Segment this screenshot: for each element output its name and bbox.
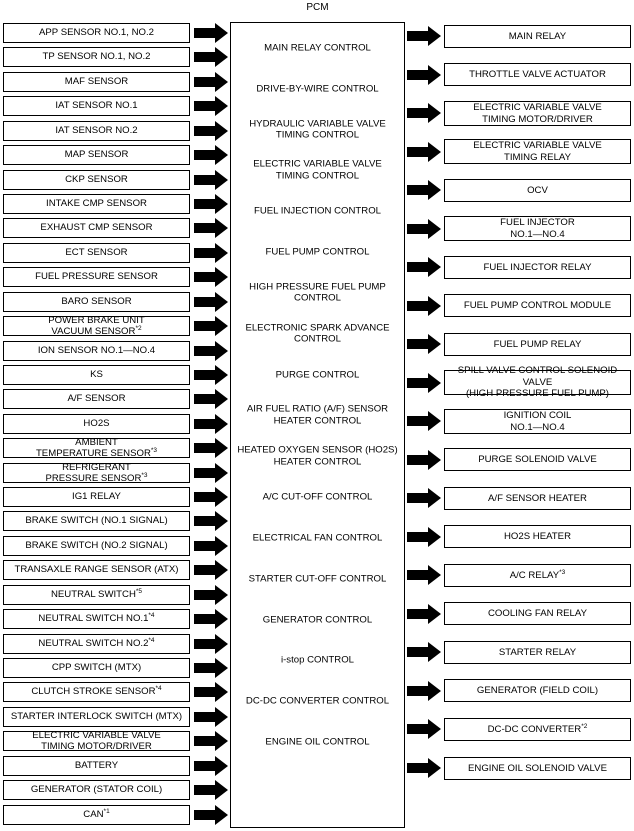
box-label-text: ENGINE OIL SOLENOID VALVE [468, 762, 607, 774]
box-label-text: BRAKE SWITCH (NO.1 SIGNAL) [25, 515, 168, 527]
box-label-text: FUEL INJECTOR NO.1—NO.4 [500, 217, 575, 240]
output-box-label [494, 339, 582, 351]
box-label-text: DC-DC CONVERTER [487, 723, 582, 735]
output-box-label [464, 300, 611, 312]
footnote-mark: *1 [103, 808, 110, 816]
output-box [444, 101, 631, 126]
pcm-function-label: DRIVE-BY-WIRE CONTROL [256, 83, 379, 95]
arrow-right-icon [194, 511, 228, 531]
input-box-label [65, 247, 127, 259]
box-label-text: IAT SENSOR NO.1 [55, 100, 138, 112]
arrow-right-icon [407, 373, 441, 393]
footnote-mark: *3 [150, 447, 158, 454]
box-label-text: ELECTRIC VARIABLE VALVE TIMING RELAY [473, 140, 602, 163]
input-box-label [35, 271, 158, 283]
pcm-title: PCM [306, 2, 329, 13]
input-box-label [38, 345, 155, 357]
box-label-text: MAF SENSOR [64, 76, 129, 88]
box-label-text: APP SENSOR NO.1, NO.2 [39, 27, 154, 39]
pcm-function-label: PURGE CONTROL [275, 368, 360, 380]
output-box [444, 294, 631, 317]
output-box [444, 679, 631, 702]
output-box [444, 487, 631, 510]
output-box-label [488, 493, 587, 505]
arrow-right-icon [194, 365, 228, 385]
box-label-text: NEUTRAL SWITCH [50, 589, 136, 601]
box-label-text: A/F SENSOR [67, 393, 126, 405]
arrow-right-icon [194, 609, 228, 629]
box-label-text: BARO SENSOR [61, 296, 132, 308]
arrow-right-icon [194, 170, 228, 190]
footnote-mark: *4 [155, 685, 162, 693]
input-box [3, 658, 190, 678]
arrow-right-icon [194, 218, 228, 238]
arrow-right-icon [194, 389, 228, 409]
footnote-mark: *5 [135, 588, 143, 596]
box-label-text: POWER BRAKE UNIT VACUUM SENSOR [48, 314, 145, 337]
input-box-label [55, 100, 137, 112]
arrow-right-icon [407, 257, 441, 277]
pcm-function-label: FUEL INJECTION CONTROL [253, 205, 382, 217]
output-box-label [478, 454, 597, 466]
arrow-right-icon [194, 267, 228, 287]
input-box-label [52, 662, 141, 674]
output-box-label [499, 647, 576, 659]
box-label-text: CAN [83, 809, 104, 821]
input-box-label [83, 418, 109, 430]
input-box-label [42, 51, 150, 63]
arrow-right-icon [194, 634, 228, 654]
pcm-function-label: HIGH PRESSURE FUEL PUMP CONTROL [249, 281, 386, 304]
arrow-right-icon [407, 103, 441, 123]
arrow-right-icon [407, 450, 441, 470]
input-box [3, 145, 190, 165]
input-box-label [31, 686, 161, 698]
input-box [3, 72, 190, 92]
input-box [3, 170, 190, 190]
arrow-right-icon [407, 296, 441, 316]
input-box [3, 243, 190, 263]
arrow-right-icon [407, 411, 441, 431]
pcm-function-label: STARTER CUT-OFF CONTROL [248, 572, 387, 584]
box-label-text: REFRIGERANT PRESSURE SENSOR [45, 461, 142, 484]
box-label-text: MAIN RELAY [508, 30, 567, 42]
input-box [3, 487, 190, 507]
input-box-label [46, 198, 147, 210]
input-box-label [40, 222, 152, 234]
footnote-mark: *2 [135, 325, 142, 332]
arrow-right-icon [407, 219, 441, 239]
input-box [3, 23, 190, 43]
arrow-right-icon [194, 194, 228, 214]
arrow-right-icon [194, 560, 228, 580]
input-box-label [65, 76, 128, 88]
input-box-label [48, 315, 144, 338]
box-label-text: IG1 RELAY [72, 491, 121, 503]
box-label-text: GENERATOR (STATOR COIL) [30, 784, 163, 796]
input-box [3, 414, 190, 434]
input-box [3, 218, 190, 238]
input-box [3, 267, 190, 287]
box-label-text: CKP SENSOR [65, 174, 128, 186]
arrow-right-icon [194, 145, 228, 165]
pcm-function-label: MAIN RELAY CONTROL [264, 42, 371, 54]
arrow-right-icon [194, 23, 228, 43]
arrow-right-icon [194, 536, 228, 556]
output-box-label [504, 531, 571, 543]
input-box [3, 634, 190, 654]
footnote-mark: *4 [148, 637, 155, 645]
output-box [444, 63, 631, 86]
box-label-text: IGNITION COIL NO.1—NO.4 [503, 410, 572, 433]
input-box [3, 780, 190, 800]
input-box-label [38, 638, 154, 650]
box-label-text: BRAKE SWITCH (NO.2 SIGNAL) [25, 540, 168, 552]
arrow-right-icon [194, 463, 228, 483]
box-label-text: PURGE SOLENOID VALVE [478, 453, 597, 465]
output-box-label [473, 140, 602, 163]
arrow-right-icon [194, 682, 228, 702]
arrow-right-icon [194, 121, 228, 141]
input-box [3, 47, 190, 67]
arrow-right-icon [407, 65, 441, 85]
box-label-text: ECT SENSOR [65, 247, 128, 259]
box-label-text: STARTER RELAY [498, 646, 577, 658]
output-box-label [483, 262, 591, 274]
output-box [444, 525, 631, 548]
output-box-label [510, 570, 566, 582]
box-label-text: GENERATOR (FIELD COIL) [476, 684, 599, 696]
box-label-text: A/F SENSOR HEATER [488, 492, 587, 504]
box-label-text: TRANSAXLE RANGE SENSOR (ATX) [14, 564, 179, 576]
input-box [3, 292, 190, 312]
pcm-function-label: AIR FUEL RATIO (A/F) SENSOR HEATER CONTROL [246, 403, 389, 427]
input-box [3, 365, 190, 385]
input-box [3, 194, 190, 214]
pcm-function-label: HYDRAULIC VARIABLE VALVE TIMING CONTROL [249, 118, 386, 141]
pcm-function-label: i-stop CONTROL [280, 654, 355, 666]
output-box [444, 602, 631, 625]
output-box [444, 641, 631, 664]
input-box-label [90, 369, 103, 381]
output-box-label [488, 724, 588, 736]
box-label-text: MAP SENSOR [64, 149, 129, 161]
box-label-text: ION SENSOR NO.1—NO.4 [37, 345, 156, 357]
input-box-label [25, 540, 167, 552]
input-box [3, 609, 190, 629]
box-label-text: NEUTRAL SWITCH NO.1 [38, 613, 149, 625]
input-box-label [72, 491, 121, 503]
output-box [444, 365, 631, 400]
input-box-label [75, 760, 118, 772]
arrow-right-icon [407, 642, 441, 662]
output-box [444, 409, 631, 434]
arrow-right-icon [407, 527, 441, 547]
input-box-label [36, 437, 157, 460]
arrow-right-icon [194, 243, 228, 263]
arrow-right-icon [194, 658, 228, 678]
input-box-label [45, 462, 147, 485]
pcm-function-label: ELECTRICAL FAN CONTROL [252, 532, 383, 544]
input-box [3, 731, 190, 751]
output-box-label [477, 685, 598, 697]
box-label-text: HO2S HEATER [504, 530, 571, 542]
output-box [444, 179, 631, 202]
arrow-right-icon [194, 805, 228, 825]
footnote-mark: *3 [141, 472, 148, 479]
output-box [444, 216, 631, 241]
output-box-label [504, 410, 572, 433]
output-box [444, 718, 631, 741]
pcm-function-label: GENERATOR CONTROL [262, 613, 373, 625]
input-box-label [31, 784, 162, 796]
input-box [3, 511, 190, 531]
box-label-text: SPILL VALVE CONTROL SOLENOID VALVE (HIGH PRESSURE FUEL PUMP) [457, 365, 618, 400]
input-box-label [55, 125, 137, 137]
box-label-text: A/C RELAY [509, 569, 560, 581]
arrow-right-icon [194, 292, 228, 312]
pcm-function-label: FUEL PUMP CONTROL [265, 246, 370, 258]
box-label-text: INTAKE CMP SENSOR [46, 198, 147, 210]
footnote-mark: *3 [559, 568, 566, 576]
arrow-right-icon [407, 719, 441, 739]
arrow-right-icon [407, 681, 441, 701]
input-box-label [65, 149, 129, 161]
input-box-label [11, 711, 182, 723]
box-label-text: AMBIENT TEMPERATURE SENSOR [35, 436, 151, 459]
output-box-label [488, 608, 587, 620]
output-box [444, 256, 631, 279]
box-label-text: COOLING FAN RELAY [488, 607, 587, 619]
arrow-right-icon [407, 180, 441, 200]
arrow-right-icon [194, 414, 228, 434]
input-box-label [65, 174, 128, 186]
arrow-right-icon [194, 731, 228, 751]
input-box-label [38, 613, 154, 625]
pcm-function-label: DC-DC CONVERTER CONTROL [245, 695, 390, 707]
pcm-function-label: ENGINE OIL CONTROL [265, 736, 370, 748]
box-label-text: TP SENSOR NO.1, NO.2 [42, 51, 151, 63]
box-label-text: HO2S [83, 418, 110, 430]
box-label-text: CPP SWITCH (MTX) [51, 662, 142, 674]
arrow-right-icon [194, 72, 228, 92]
box-label-text: ELECTRIC VARIABLE VALVE TIMING MOTOR/DRIVER [32, 729, 161, 752]
input-box [3, 756, 190, 776]
input-box [3, 707, 190, 727]
pcm-function-label: HEATED OXYGEN SENSOR (HO2S) HEATER CONTROL [237, 444, 398, 468]
input-box [3, 341, 190, 361]
box-label-text: KS [90, 369, 103, 381]
output-box [444, 757, 631, 780]
arrow-right-icon [407, 758, 441, 778]
output-box-label [469, 69, 606, 81]
box-label-text: EXHAUST CMP SENSOR [40, 222, 153, 234]
output-box [444, 25, 631, 48]
input-box [3, 536, 190, 556]
output-box-label [527, 185, 548, 197]
output-box-label [509, 31, 566, 43]
output-box [444, 139, 631, 164]
output-box-label [473, 102, 602, 125]
output-box-label [468, 763, 607, 775]
box-label-text: CLUTCH STROKE SENSOR [31, 686, 156, 698]
input-box [3, 389, 190, 409]
input-box [3, 438, 190, 458]
output-box [444, 564, 631, 587]
box-label-text: THROTTLE VALVE ACTUATOR [469, 68, 606, 80]
box-label-text: IAT SENSOR NO.2 [55, 125, 138, 137]
footnote-mark: *2 [581, 722, 588, 730]
arrow-right-icon [194, 96, 228, 116]
output-box-label [447, 365, 628, 400]
box-label-text: NEUTRAL SWITCH NO.2 [38, 638, 149, 650]
arrow-right-icon [194, 756, 228, 776]
input-box [3, 682, 190, 702]
input-box-label [39, 27, 154, 39]
box-label-text: ELECTRIC VARIABLE VALVE TIMING MOTOR/DRIVER [473, 102, 602, 125]
arrow-right-icon [407, 334, 441, 354]
arrow-right-icon [407, 26, 441, 46]
output-box [444, 448, 631, 471]
box-label-text: FUEL PRESSURE SENSOR [35, 271, 158, 283]
arrow-right-icon [194, 585, 228, 605]
input-box-label [14, 564, 178, 576]
pcm-function-label: ELECTRONIC SPARK ADVANCE CONTROL [245, 322, 390, 345]
input-box-label [61, 296, 131, 308]
arrow-right-icon [194, 316, 228, 336]
input-box-label [67, 393, 125, 405]
arrow-right-icon [194, 47, 228, 67]
input-box [3, 96, 190, 116]
input-box [3, 121, 190, 141]
footnote-mark: *4 [148, 612, 155, 620]
input-box [3, 805, 190, 825]
arrow-right-icon [194, 707, 228, 727]
box-label-text: FUEL PUMP CONTROL MODULE [463, 299, 612, 311]
output-box-label [500, 217, 575, 240]
arrow-right-icon [407, 604, 441, 624]
box-label-text: STARTER INTERLOCK SWITCH (MTX) [10, 711, 183, 723]
input-box-label [32, 730, 161, 753]
arrow-right-icon [194, 438, 228, 458]
input-box [3, 585, 190, 605]
arrow-right-icon [194, 487, 228, 507]
input-box [3, 463, 190, 483]
box-label-text: OCV [527, 184, 548, 196]
input-box-label [83, 809, 109, 821]
box-label-text: BATTERY [74, 760, 119, 772]
arrow-right-icon [407, 565, 441, 585]
arrow-right-icon [194, 341, 228, 361]
pcm-function-label: A/C CUT-OFF CONTROL [262, 491, 373, 503]
pcm-function-label: ELECTRIC VARIABLE VALVE TIMING CONTROL [253, 158, 382, 182]
input-box [3, 316, 190, 336]
arrow-right-icon [407, 142, 441, 162]
input-box-label [25, 515, 167, 527]
box-label-text: FUEL INJECTOR RELAY [483, 261, 592, 273]
output-box [444, 333, 631, 356]
arrow-right-icon [407, 488, 441, 508]
input-box [3, 560, 190, 580]
box-label-text: FUEL PUMP RELAY [493, 338, 582, 350]
arrow-right-icon [194, 780, 228, 800]
input-box-label [51, 589, 142, 601]
